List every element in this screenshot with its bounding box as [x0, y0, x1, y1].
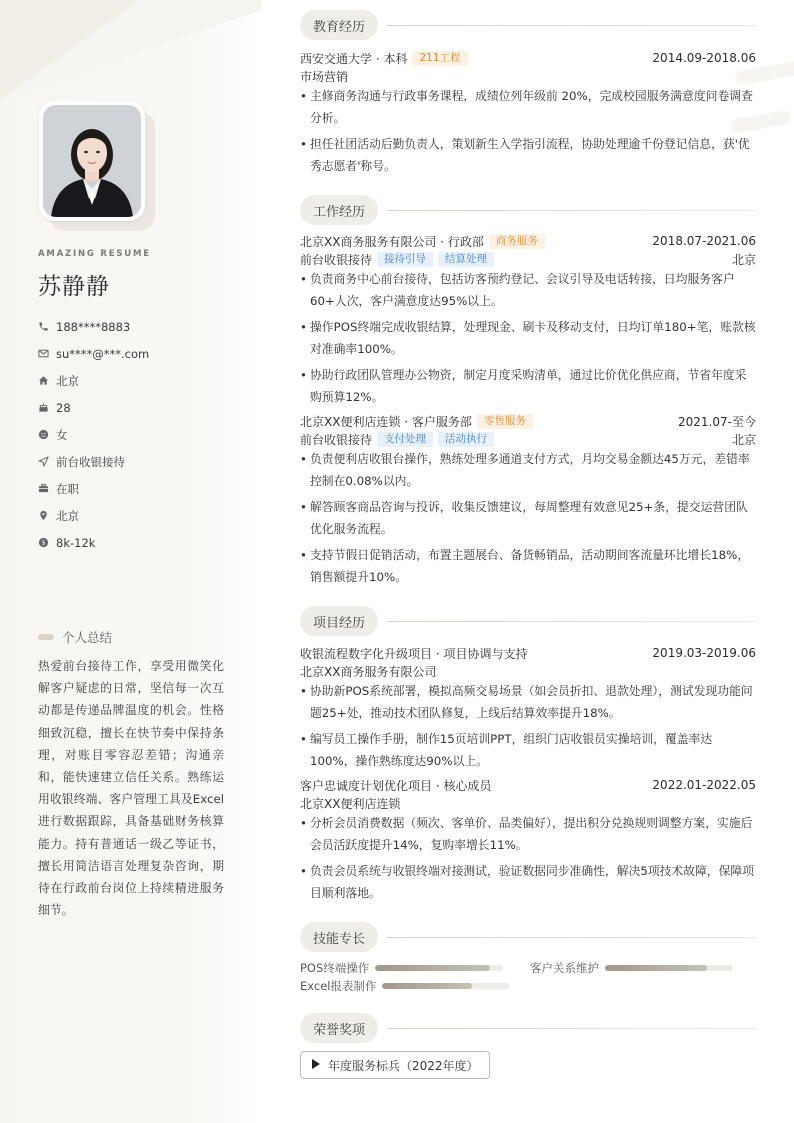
info-gender [38, 421, 248, 448]
education-bullet: • 主修商务沟通与行政事务课程，成绩位列年级前 20%，完成校园服务满意度问卷调查分析。 [300, 85, 756, 129]
skill-bar [382, 983, 510, 989]
info-value: 28 [56, 400, 71, 415]
info-value: 女 [56, 427, 68, 442]
info-home [38, 367, 248, 394]
job-date: 2021.07-至今 [678, 414, 756, 429]
job-date: 2018.07-2021.06 [652, 234, 756, 248]
skill-tag: 结算处理 [438, 252, 494, 267]
job-header [300, 232, 756, 250]
send-icon [38, 456, 56, 467]
project-bullet: • 编写员工操作手册，制作15页培训PPT，组织门店收银员实操培训，覆盖率达100%，操作熟练度达90%以上。 [300, 728, 756, 772]
section-skills [300, 922, 756, 952]
project-header [300, 644, 756, 662]
project-date: 2019.03-2019.06 [652, 646, 756, 660]
job-bullet: • 负责便利店收银台操作，熟练处理多通道支付方式，月均交易金额达45万元，差错率控制在0.08%以内。 [300, 448, 756, 492]
avatar [39, 101, 145, 221]
section-education [300, 10, 756, 40]
project-bullet: • 协助新POS系统部署，模拟高频交易场景（如会员折扣、退款处理），测试发现功能问题25+处，推动技术团队修复，上线后结算效率提升18%。 [300, 680, 756, 724]
skill-name: Excel报表制作 [300, 979, 377, 993]
company-name: 北京XX商务服务有限公司 · 行政部 [300, 234, 484, 249]
section-divider [387, 210, 756, 211]
skill-item [530, 959, 733, 977]
cake-icon [38, 402, 56, 413]
job-role: 前台收银接待 [300, 432, 373, 447]
project-org: 北京XX便利店连锁 [300, 796, 401, 811]
home-icon [38, 375, 56, 386]
section-divider [387, 25, 756, 26]
info-value: 在职 [56, 481, 79, 496]
salary-icon [38, 537, 56, 548]
job-city: 北京 [731, 252, 756, 267]
project-org-row [300, 662, 756, 680]
section-title: 技能专长 [300, 922, 378, 952]
info-value: 前台收银接待 [56, 454, 125, 469]
contact-info [38, 313, 248, 556]
school-tag: 211工程 [412, 51, 467, 66]
job-bullet: • 操作POS终端完成收银结算，处理现金、刷卡及移动支付，日均订单180+笔，账款核对准确率100%。 [300, 316, 756, 360]
job-bullet: • 负责商务中心前台接待，包括访客预约登记、会议引导及电话转接，日均服务客户60+人次，客户满意度达95%以上。 [300, 268, 756, 312]
play-triangle-icon [312, 1058, 320, 1072]
summary-text: 热爱前台接待工作，享受用微笑化解客户疑虑的日常，坚信每一次互动都是传递品牌温度的机会。性格细致沉稳，擅长在快节奏中保持条理，对账目零容忍差错；沟通亲和，能快速建立信任关系。熟练运用收银终端、客户管理工具及Excel进行数据跟踪，具备基础财务核算能力。持有普通话一级乙等证书，擅长用简洁语言处理复杂咨询，期待在行政前台岗位上持续精进服务细节。 [38, 659, 224, 918]
briefcase-icon [38, 483, 56, 494]
svg-text:$: $ [41, 539, 46, 547]
info-salary [38, 529, 248, 556]
gender-icon [38, 429, 56, 440]
school-name: 西安交通大学 · 本科 [300, 51, 408, 66]
section-title: 项目经历 [300, 606, 378, 636]
education-header [300, 49, 756, 67]
summary-accent [38, 634, 54, 640]
major: 市场营销 [300, 69, 349, 84]
skill-bar [375, 965, 503, 971]
info-email [38, 340, 248, 367]
skill-name: 客户关系维护 [530, 961, 599, 975]
project-org: 北京XX商务服务有限公司 [300, 664, 437, 679]
info-value: 北京 [56, 373, 79, 388]
project-name: 收银流程数字化升级项目 · 项目协调与支持 [300, 646, 528, 661]
industry-tag: 商务服务 [489, 234, 545, 249]
info-value: su****@***.com [56, 346, 150, 361]
job-role: 前台收银接待 [300, 252, 373, 267]
info-age [38, 394, 248, 421]
industry-tag: 零售服务 [477, 414, 533, 429]
section-title: 教育经历 [300, 10, 378, 40]
info-value: 北京 [56, 508, 79, 523]
brand-label: AMAZING RESUME [38, 249, 151, 259]
section-title: 工作经历 [300, 195, 378, 225]
decorative-corner [0, 0, 262, 110]
job-role-row [300, 430, 756, 448]
skill-bar [605, 965, 733, 971]
info-location [38, 502, 248, 529]
section-work [300, 195, 756, 225]
skill-fill [375, 965, 490, 971]
location-icon [38, 510, 56, 521]
job-bullet: • 支持节假日促销活动，布置主题展台、备货畅销品，活动期间客流量环比增长18%，销售额提升10%。 [300, 544, 756, 588]
award-item [300, 1051, 490, 1079]
skill-fill [605, 965, 707, 971]
education-major-row [300, 67, 756, 85]
info-position [38, 448, 248, 475]
company-name: 北京XX便利店连锁 · 客户服务部 [300, 414, 472, 429]
project-date: 2022.01-2022.05 [652, 778, 756, 792]
skill-name: POS终端操作 [300, 961, 370, 975]
skill-item [300, 977, 510, 995]
project-bullet: • 分析会员消费数据（频次、客单价、品类偏好），提出积分兑换规则调整方案，实施后会员活跃度提升14%，复购率增长11%。 [300, 812, 756, 856]
project-name: 客户忠诚度计划优化项目 · 核心成员 [300, 778, 492, 793]
mail-icon [38, 348, 56, 359]
section-awards [300, 1013, 756, 1043]
info-status [38, 475, 248, 502]
skill-tag: 活动执行 [438, 432, 494, 447]
education-bullet: • 担任社团活动后勤负责人，策划新生入学指引流程，协助处理逾千份登记信息，获'优秀志愿者'称号。 [300, 133, 756, 177]
section-divider [387, 621, 756, 622]
project-bullet: • 负责会员系统与收银终端对接测试，验证数据同步准确性，解决5项技术故障，保障项目顺利落地。 [300, 860, 756, 904]
skill-tag: 支付处理 [377, 432, 433, 447]
skill-fill [382, 983, 472, 989]
summary-title: 个人总结 [62, 630, 113, 645]
info-value: 8k-12k [56, 535, 96, 550]
education-date: 2014.09-2018.06 [652, 51, 756, 65]
candidate-name: 苏静静 [38, 274, 110, 300]
section-projects [300, 606, 756, 636]
info-value: 188****8883 [56, 319, 131, 334]
section-divider [387, 937, 756, 938]
summary-header [38, 628, 112, 646]
job-city: 北京 [731, 432, 756, 447]
job-bullet: • 解答顾客商品咨询与投诉，收集反馈建议，每周整理有效意见25+条，提交运营团队优化服务流程。 [300, 496, 756, 540]
skill-item [300, 959, 503, 977]
section-divider [387, 1028, 756, 1029]
phone-icon [38, 321, 56, 332]
section-title: 荣誉奖项 [300, 1013, 378, 1043]
job-role-row [300, 250, 756, 268]
project-header [300, 776, 756, 794]
info-phone [38, 313, 248, 340]
sidebar [0, 0, 262, 1123]
award-name: 年度服务标兵（2022年度） [328, 1058, 479, 1073]
job-header [300, 412, 756, 430]
project-org-row [300, 794, 756, 812]
job-bullet: • 协助行政团队管理办公物资，制定月度采购清单，通过比价优化供应商，节省年度采购预算12%。 [300, 364, 756, 408]
skill-tag: 接待引导 [377, 252, 433, 267]
